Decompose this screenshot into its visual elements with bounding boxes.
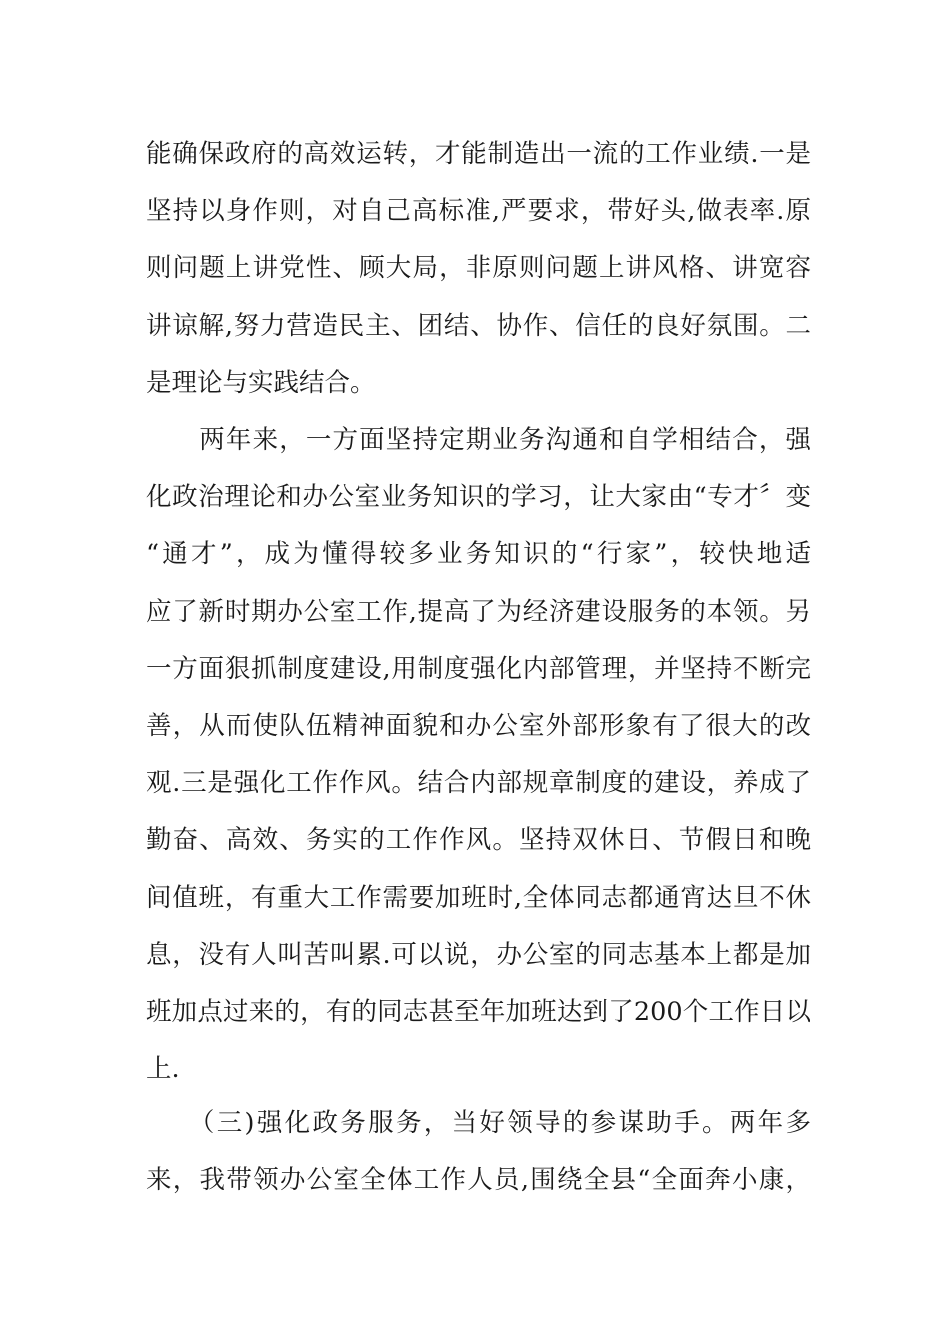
paragraph-line: 善，从而使队伍精神面貌和办公室外部形象有了很大的改: [146, 710, 811, 741]
paragraph-3: [146, 1095, 811, 1209]
paragraph-line: 勤奋、高效、务实的工作作风。坚持双休日、节假日和晚: [146, 825, 811, 856]
paragraph-line: 应了新时期办公室工作,提高了为经济建设服务的本领。另: [146, 596, 811, 627]
paragraph-line: 间值班，有重大工作需要加班时,全体同志都通宵达旦不休: [146, 882, 811, 913]
paragraph-line: 能确保政府的高效运转，才能制造出一流的工作业绩.一是: [146, 139, 811, 169]
paragraph-1: [146, 126, 811, 412]
paragraph-line: “通才”，成为懂得较多业务知识的“行家”，较快地适: [146, 539, 811, 570]
paragraph-line: 班加点过来的，有的同志甚至年加班达到了200个工作日以: [146, 996, 811, 1027]
paragraph-line: 来，我带领办公室全体工作人员,围绕全县“全面奔小康，: [146, 1165, 811, 1196]
paragraph-line: 坚持以身作则，对自己高标准,严要求，带好头,做表率.原: [146, 196, 811, 227]
paragraph-line: 化政治理论和办公室业务知识的学习，让大家由“专才〞变: [146, 482, 811, 513]
paragraph-line: （三)强化政务服务，当好领导的参谋助手。两年多: [146, 1108, 811, 1138]
paragraph-2: [146, 412, 811, 1098]
paragraph-line: 讲谅解,努力营造民主、团结、协作、信任的良好氛围。二: [146, 310, 811, 341]
paragraph-line: 则问题上讲党性、顾大局，非原则问题上讲风格、讲宽容: [146, 253, 811, 284]
paragraph-line: 一方面狠抓制度建设,用制度强化内部管理，并坚持不断完: [146, 653, 811, 684]
paragraph-line: 上.: [146, 1054, 180, 1085]
paragraph-line: 观.三是强化工作作风。结合内部规章制度的建设，养成了: [146, 768, 811, 799]
paragraph-line: 两年来，一方面坚持定期业务沟通和自学相结合，强: [146, 425, 811, 455]
paragraph-line: 息，没有人叫苦叫累.可以说，办公室的同志基本上都是加: [146, 939, 811, 970]
paragraph-line: 是理论与实践结合。: [146, 367, 376, 398]
